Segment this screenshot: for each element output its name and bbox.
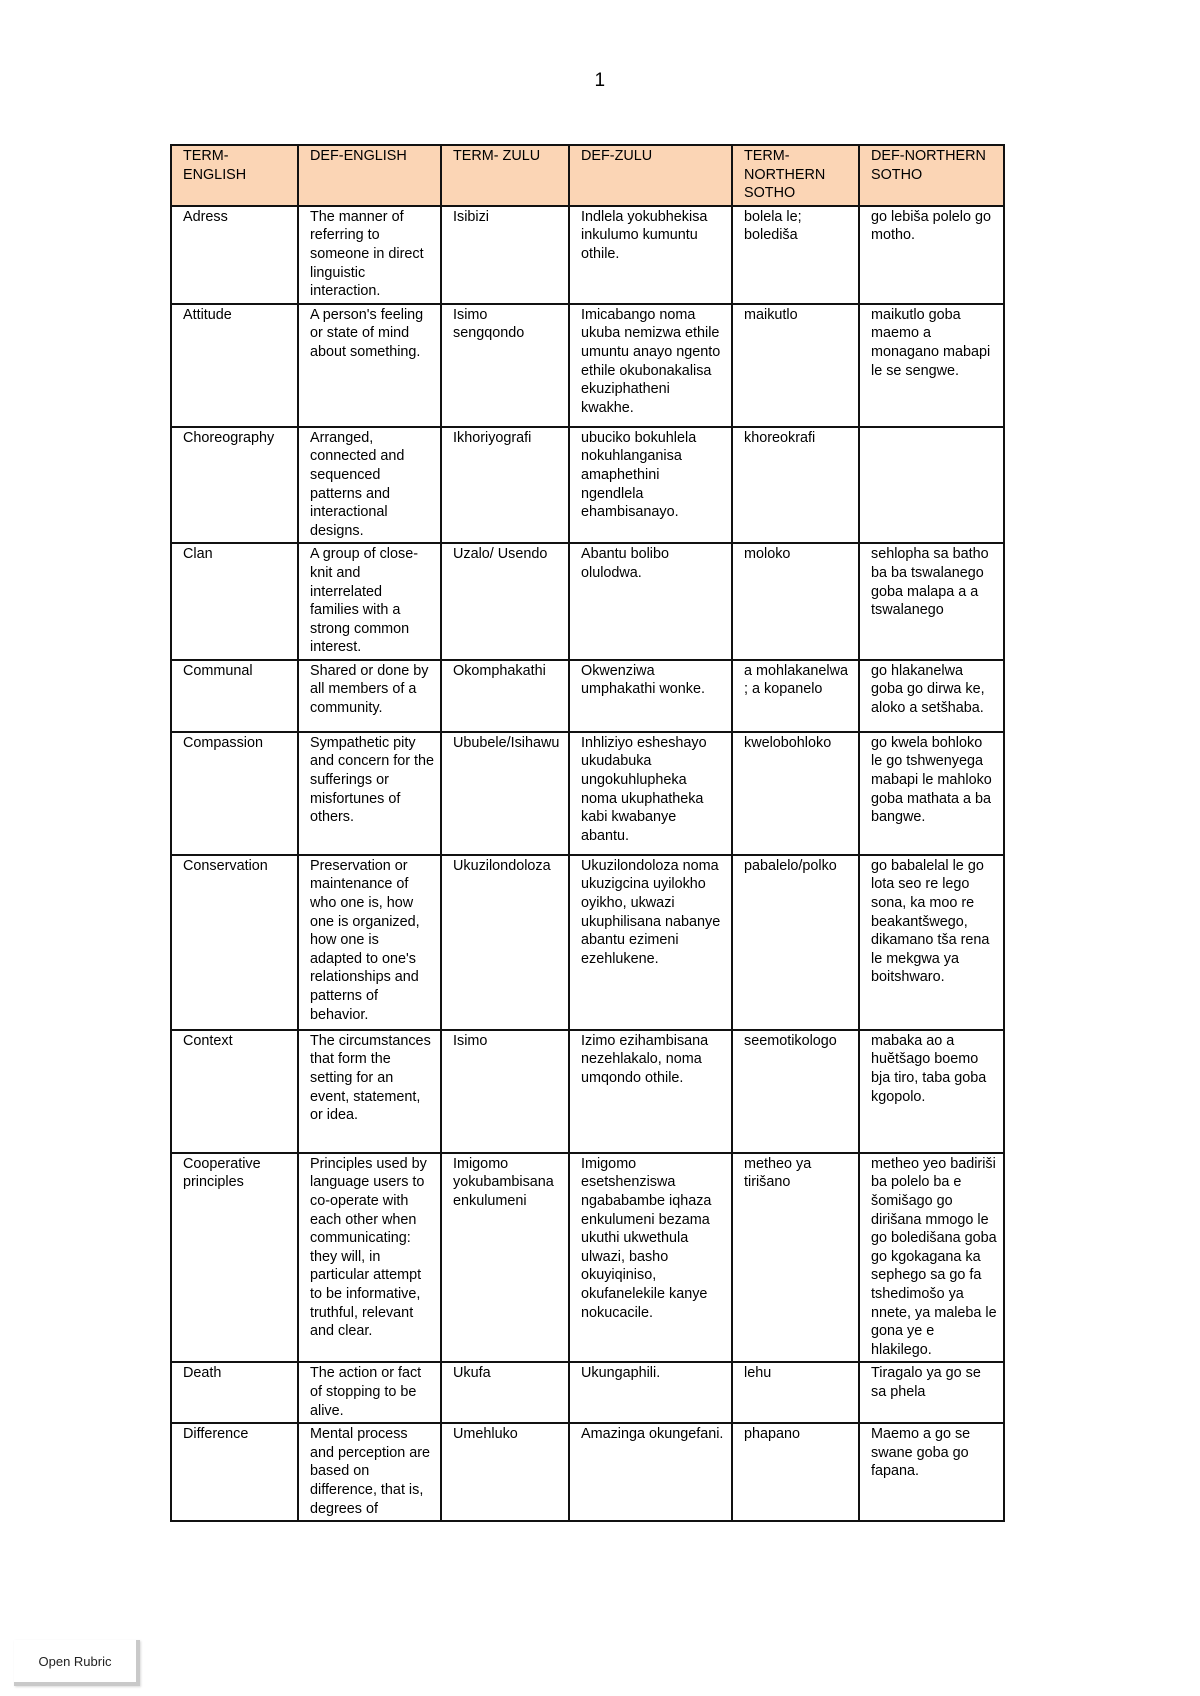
cell-term-english: Compassion	[171, 732, 298, 855]
open-rubric-badge[interactable]	[14, 1640, 140, 1686]
cell-term-zulu: Umehluko	[441, 1423, 569, 1521]
glossary-header	[171, 145, 1004, 206]
cell-term-northern-sotho: seemotikologo	[732, 1030, 859, 1153]
header-term-english: TERM-ENGLISH	[171, 145, 298, 206]
cell-term-english: Choreography	[171, 427, 298, 544]
cell-term-northern-sotho: pabalelo/polko	[732, 855, 859, 1030]
cell-def-northern-sotho: go babalelal le go lota seo re lego sona, ka moo re beakantšwego, dikamano tša rena le mekgwa ya boitshwaro.	[859, 855, 1004, 1030]
cell-term-zulu: Isimo sengqondo	[441, 304, 569, 427]
header-term-zulu: TERM- ZULU	[441, 145, 569, 206]
cell-def-zulu: Ukuzilondoloza noma ukuzigcina uyilokho oyikho, ukwazi ukuphilisana nabanye abantu ezimeni ezehlukene.	[569, 855, 732, 1030]
cell-def-zulu: Imigomo esetshenziswa ngababambe iqhaza enkulumeni bezama ukuthi ukwethula ulwazi, basho okuyiqiniso, okufanelekile kanye nokucacile.	[569, 1153, 732, 1363]
cell-term-zulu: Isibizi	[441, 206, 569, 304]
table-row	[171, 1153, 1004, 1363]
header-def-zulu: DEF-ZULU	[569, 145, 732, 206]
cell-term-northern-sotho: khoreokrafi	[732, 427, 859, 544]
table-row	[171, 855, 1004, 1030]
cell-term-english: Difference	[171, 1423, 298, 1521]
cell-def-english: The manner of referring to someone in direct linguistic interaction.	[298, 206, 441, 304]
cell-def-zulu: Inhliziyo esheshayo ukudabuka ungokuhlupheka noma ukuphatheka kabi kwabanye abantu.	[569, 732, 732, 855]
cell-term-zulu: Okomphakathi	[441, 660, 569, 732]
cell-def-zulu: Okwenziwa umphakathi wonke.	[569, 660, 732, 732]
cell-def-zulu: Abantu bolibo olulodwa.	[569, 543, 732, 660]
cell-def-english: A group of close-knit and interrelated families with a strong common interest.	[298, 543, 441, 660]
cell-def-northern-sotho: Maemo a go se swane goba go fapana.	[859, 1423, 1004, 1521]
header-term-northern-sotho: TERM-NORTHERN SOTHO	[732, 145, 859, 206]
cell-term-zulu: Isimo	[441, 1030, 569, 1153]
cell-def-northern-sotho: go hlakanelwa goba go dirwa ke, aloko a setšhaba.	[859, 660, 1004, 732]
table-row	[171, 427, 1004, 544]
cell-def-english: Shared or done by all members of a community.	[298, 660, 441, 732]
cell-term-zulu: Ikhoriyografi	[441, 427, 569, 544]
cell-def-english: Sympathetic pity and concern for the sufferings or misfortunes of others.	[298, 732, 441, 855]
table-row	[171, 732, 1004, 855]
cell-term-zulu: Uzalo/ Usendo	[441, 543, 569, 660]
cell-def-english: A person's feeling or state of mind about something.	[298, 304, 441, 427]
cell-def-english: The action or fact of stopping to be alive.	[298, 1362, 441, 1423]
page-number: 1	[594, 70, 606, 91]
table-row	[171, 543, 1004, 660]
header-row	[171, 145, 1004, 206]
cell-term-english: Adress	[171, 206, 298, 304]
glossary-body	[171, 206, 1004, 1521]
table-row	[171, 304, 1004, 427]
cell-term-english: Communal	[171, 660, 298, 732]
cell-def-northern-sotho: go lebiša polelo go motho.	[859, 206, 1004, 304]
cell-term-northern-sotho: moloko	[732, 543, 859, 660]
cell-def-northern-sotho	[859, 427, 1004, 544]
cell-def-northern-sotho: metheo yeo badiriši ba polelo ba e šomišago go dirišana mmogo le go boledišana goba go kgokagana ka sephego sa go fa tshedimošo ya nnete, ya maleba le gona ye e hlakilego.	[859, 1153, 1004, 1363]
cell-def-english: Mental process and perception are based on difference, that is, degrees of	[298, 1423, 441, 1521]
cell-def-english: Arranged, connected and sequenced patterns and interactional designs.	[298, 427, 441, 544]
cell-def-english: The circumstances that form the setting for an event, statement, or idea.	[298, 1030, 441, 1153]
cell-def-zulu: Imicabango noma ukuba nemizwa ethile umuntu anayo ngento ethile okubonakalisa ekuziphatheni kwakhe.	[569, 304, 732, 427]
cell-term-english: Conservation	[171, 855, 298, 1030]
cell-def-northern-sotho: sehlopha sa batho ba ba tswalanego goba malapa a a tswalanego	[859, 543, 1004, 660]
table-row	[171, 1362, 1004, 1423]
cell-def-zulu: Amazinga okungefani.	[569, 1423, 732, 1521]
table-row	[171, 660, 1004, 732]
cell-term-english: Attitude	[171, 304, 298, 427]
cell-def-northern-sotho: Tiragalo ya go se sa phela	[859, 1362, 1004, 1423]
cell-term-zulu: Imigomo yokubambisana enkulumeni	[441, 1153, 569, 1363]
cell-term-english: Context	[171, 1030, 298, 1153]
cell-def-northern-sotho: maikutlo goba maemo a monagano mabapi le se sengwe.	[859, 304, 1004, 427]
cell-def-northern-sotho: go kwela bohloko le go tshwenyega mabapi le mahloko goba mathata a ba bangwe.	[859, 732, 1004, 855]
header-def-english: DEF-ENGLISH	[298, 145, 441, 206]
cell-term-english: Death	[171, 1362, 298, 1423]
cell-def-english: Principles used by language users to co-operate with each other when communicating: they will, in particular attempt to be informative, truthful, relevant and clear.	[298, 1153, 441, 1363]
cell-def-zulu: Indlela yokubhekisa inkulumo kumuntu othile.	[569, 206, 732, 304]
cell-term-zulu: Ububele/Isihawu	[441, 732, 569, 855]
table-row	[171, 1030, 1004, 1153]
cell-term-northern-sotho: kwelobohloko	[732, 732, 859, 855]
cell-term-english: Clan	[171, 543, 298, 660]
open-rubric-label: Open Rubric	[38, 1653, 112, 1669]
cell-def-zulu: Ukungaphili.	[569, 1362, 732, 1423]
table-row	[171, 206, 1004, 304]
cell-def-northern-sotho: mabaka ao a huĕtšago boemo bja tiro, taba goba kgopolo.	[859, 1030, 1004, 1153]
header-def-northern-sotho: DEF-NORTHERN SOTHO	[859, 145, 1004, 206]
cell-def-english: Preservation or maintenance of who one is, how one is organized, how one is adapted to one's relationships and patterns of behavior.	[298, 855, 441, 1030]
cell-def-zulu: Izimo ezihambisana nezehlakalo, noma umqondo othile.	[569, 1030, 732, 1153]
cell-term-northern-sotho: phapano	[732, 1423, 859, 1521]
cell-term-northern-sotho: lehu	[732, 1362, 859, 1423]
cell-term-zulu: Ukuzilondoloza	[441, 855, 569, 1030]
table-row	[171, 1423, 1004, 1521]
cell-term-northern-sotho: metheo ya tirišano	[732, 1153, 859, 1363]
cell-term-northern-sotho: maikutlo	[732, 304, 859, 427]
cell-term-northern-sotho: bolela le; bolediša	[732, 206, 859, 304]
glossary-table	[170, 144, 1005, 1522]
cell-term-english: Cooperative principles	[171, 1153, 298, 1363]
cell-term-northern-sotho: a mohlakanelwa ; a kopanelo	[732, 660, 859, 732]
cell-def-zulu: ubuciko bokuhlela nokuhlanganisa amaphethini ngendlela ehambisanayo.	[569, 427, 732, 544]
cell-term-zulu: Ukufa	[441, 1362, 569, 1423]
